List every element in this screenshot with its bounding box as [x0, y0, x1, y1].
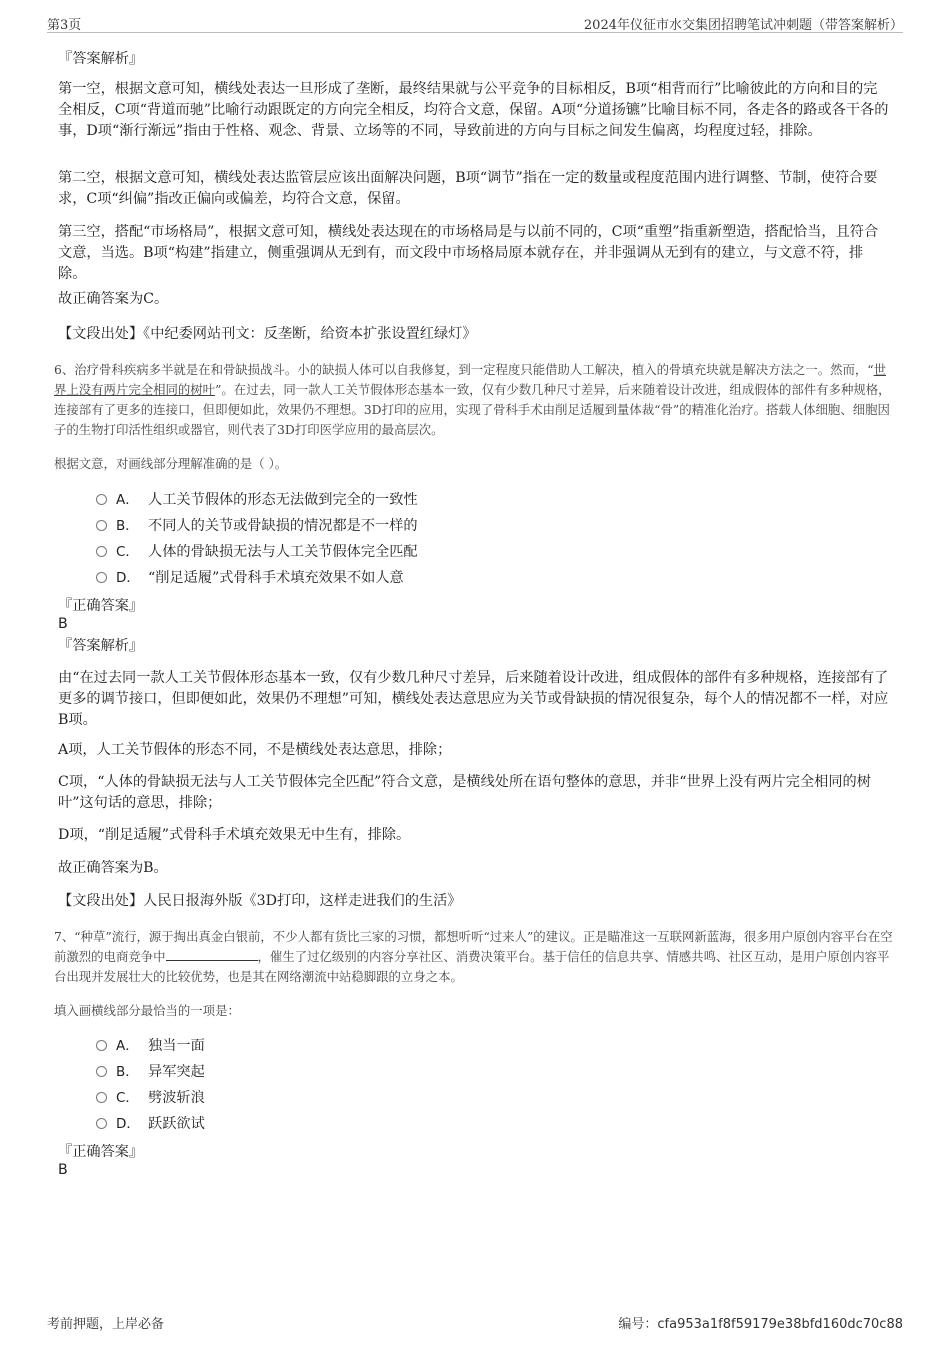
- q6-analysis-p4: D项，“削足适履”式骨科手术填充效果无中生有，排除。: [58, 827, 411, 843]
- q7-prompt: 填入画横线部分最恰当的一项是：: [54, 1003, 240, 1018]
- q5-conclusion: 故正确答案为C。: [58, 291, 169, 307]
- radio-icon[interactable]: [96, 1040, 107, 1051]
- q7-option-d[interactable]: D． 跃跃欲试: [96, 1114, 205, 1134]
- radio-icon[interactable]: [96, 494, 107, 505]
- q5-analysis-p1: 第一空，根据文意可知，横线处表达一旦形成了垄断，最终结果就与公平竞争的目标相反，B项“相背而行”比喻彼此的方向和目的完全相反，C项“背道而驰”比喻行动跟既定的方向完全相反，均符合文意，保留。A项“分道扬镳”比喻目标不同，各走各的路或各干各的事，D项“渐行渐远”指由于性格、观念、背景、立场等的不同，导致前进的方向与目标之间发生偏离，均程度过轻，排除。: [58, 81, 889, 139]
- q6-analysis-label: 『答案解析』: [58, 638, 144, 654]
- radio-icon[interactable]: [96, 1092, 107, 1103]
- q7-option-c[interactable]: C． 劈波斩浪: [96, 1088, 205, 1108]
- q7-stem: 7、“种草”流行，源于掏出真金白银前，不少人都有货比三家的习惯，都想听听“过来人”的建议。正是瞄准这一互联网新蓝海，很多用户原创内容平台在空前激烈的电商竞争中 ，催生了过亿级别的内容分享社区、消费决策平台。基于信任的信息共享、情感共鸣、社区互动，是用户原创内容平台出现并发展壮大的比较优势，也是其在网络潮流中站稳脚跟的立身之本。: [54, 929, 893, 984]
- radio-icon[interactable]: [96, 1066, 107, 1077]
- q6-option-b[interactable]: B． 不同人的关节或骨缺损的情况都是不一样的: [96, 516, 418, 536]
- q6-underlined-phrase: 世界上没有两片完全相同的树叶: [54, 362, 886, 397]
- footer-slogan: 考前押题，上岸必备: [47, 1317, 165, 1332]
- q7-option-a[interactable]: A． 独当一面: [96, 1036, 205, 1056]
- q6-analysis-p3: C项，“人体的骨缺损无法与人工关节假体完全匹配”符合文意，是横线处所在语句整体的意思，并非“世界上没有两片完全相同的树叶”这句话的意思，排除；: [58, 774, 871, 811]
- radio-icon[interactable]: [96, 546, 107, 557]
- q7-option-b[interactable]: B． 异军突起: [96, 1062, 205, 1082]
- radio-icon[interactable]: [96, 1118, 107, 1129]
- document-code: 编号：cfa953a1f8f59179e38bfd160dc70c88: [618, 1317, 903, 1332]
- q6-option-c[interactable]: C． 人体的骨缺损无法与人工关节假体完全匹配: [96, 542, 418, 562]
- q6-answer-label: 『正确答案』: [58, 598, 144, 614]
- document-title: 2024年仪征市水交集团招聘笔试冲刺题（带答案解析）: [583, 18, 903, 33]
- q6-conclusion: 故正确答案为B。: [58, 860, 168, 876]
- q6-option-d[interactable]: D． “削足适履”式骨科手术填充效果不如人意: [96, 568, 404, 588]
- q7-answer-label: 『正确答案』: [58, 1144, 144, 1160]
- page-header: [47, 12, 903, 33]
- q6-analysis-p2: A项，人工关节假体的形态不同，不是横线处表达意思，排除；: [58, 742, 452, 758]
- q5-analysis-p2: 第二空，根据文意可知，横线处表达监管层应该出面解决问题，B项“调节”指在一定的数量或程度范围内进行调整、节制，使符合要求，C项“纠偏”指改正偏向或偏差，均符合文意，保留。: [58, 170, 878, 207]
- radio-icon[interactable]: [96, 572, 107, 583]
- q7-answer: B: [58, 1162, 68, 1178]
- page-footer: [47, 1313, 903, 1333]
- q5-source: 【文段出处】《中纪委网站刊文：反垄断，给资本扩张设置红绿灯》: [58, 326, 477, 342]
- q6-analysis-p1: 由“在过去同一款人工关节假体形态基本一致，仅有少数几种尺寸差异，后来随着设计改进，组成假体的部件有多种规格，连接部有了更多的调节接口，但即便如此，效果仍不理想”可知，横线处表达意思应为关节或骨缺损的情况很复杂，每个人的情况都不一样，对应B项。: [58, 670, 889, 728]
- radio-icon[interactable]: [96, 520, 107, 531]
- fill-in-blank: [166, 948, 258, 961]
- q6-source: 【文段出处】人民日报海外版《3D打印，这样走进我们的生活》: [58, 893, 462, 909]
- q6-prompt: 根据文意，对画线部分理解准确的是（ ）。: [54, 456, 288, 471]
- q5-analysis-p3: 第三空，搭配“市场格局”，根据文意可知，横线处表达现在的市场格局是与以前不同的，C项“重塑”指重新塑造，搭配恰当，且符合文意，当选。B项“构建”指建立，侧重强调从无到有，而文段中市场格局原本就存在，并非强调从无到有的建立，与文意不符，排除。: [58, 224, 879, 282]
- q5-analysis-label: 『答案解析』: [58, 51, 144, 67]
- q6-option-a[interactable]: A． 人工关节假体的形态无法做到完全的一致性: [96, 490, 418, 510]
- q6-answer: B: [58, 616, 68, 632]
- page-number: 第3页: [47, 18, 82, 33]
- q6-stem: 6、治疗骨科疾病多半就是在和骨缺损战斗。小的缺损人体可以自我修复，到一定程度只能借助人工解决，植入的骨填充块就是解决方法之一。然而，“世界上没有两片完全相同的树叶”。在过去，同一款人工关节假体形态基本一致，仅有少数几种尺寸差异，后来随着设计改进，组成假体的部件有多种规格，连接部有了更多的连接口，但即便如此，效果仍不理想。3D打印的应用，实现了骨科手术由削足适履到量体裁“骨”的精准化治疗。搭载人体细胞、细胞因子的生物打印活性组织或器官，则代表了3D打印医学应用的最高层次。: [54, 362, 891, 437]
